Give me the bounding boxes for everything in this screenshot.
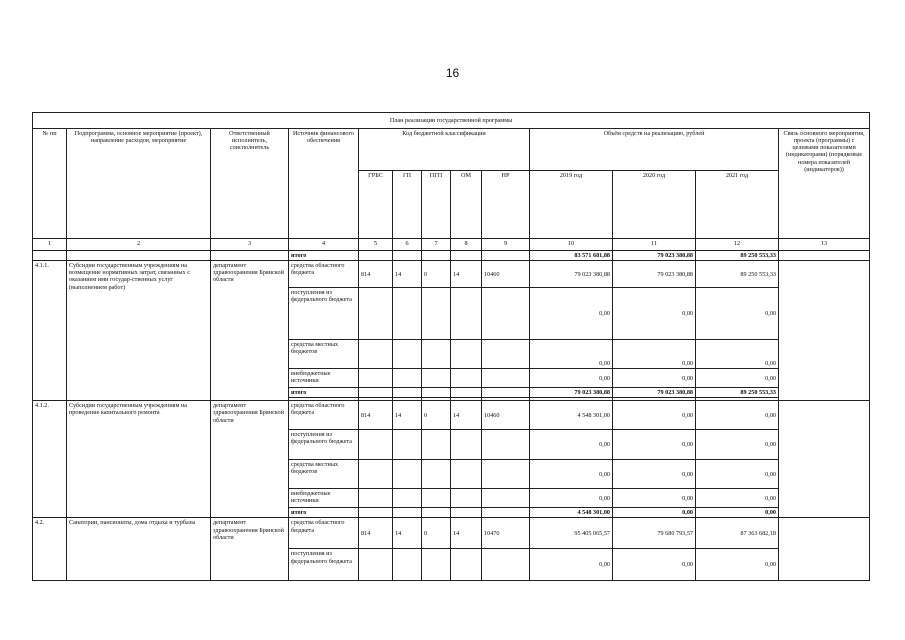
source-label: средства областного бюджета [289, 518, 359, 549]
code-pgp: 0 [422, 401, 451, 430]
col-number: 12 [696, 239, 779, 251]
amount-2019: 0,00 [530, 460, 613, 489]
table-title: План реализации государственной программы [33, 113, 870, 129]
code-nr: 10470 [482, 518, 530, 549]
row-name: Субсидии государственным учреждениям на возмещение нормативных затрат, связанных с оказанием ими государ-ственных услуг (выполнением работ) [67, 261, 211, 401]
code-om: 14 [451, 261, 482, 288]
code-gp: 14 [393, 518, 422, 549]
amount-2019: 0,00 [530, 340, 613, 369]
header-2021: 2021 год [696, 171, 779, 239]
amount-2020: 0,00 [613, 549, 696, 581]
amount-2019: 79 023 380,88 [530, 261, 613, 288]
amount-2021: 0,00 [696, 369, 779, 388]
table-row [33, 261, 870, 288]
header-om: ОМ [451, 171, 482, 239]
total-2020: 79 023 380,88 [613, 251, 696, 261]
amount-2020: 0,00 [613, 430, 696, 460]
indicator-link [779, 518, 870, 581]
amount-2020: 0,00 [613, 340, 696, 369]
plan-table [32, 112, 870, 581]
row-name: Санатории, пансионаты, дома отдыха и турбазы [67, 518, 211, 581]
header-funds: Объём средств на реализацию, рублей [530, 129, 779, 171]
header-nr: НР [482, 171, 530, 239]
amount-2019: 0,00 [530, 369, 613, 388]
col-number: 7 [422, 239, 451, 251]
table-row [33, 401, 870, 430]
total-2019: 79 023 380,88 [530, 388, 613, 398]
row-name: Субсидии государственным учреждениям на проведение капитального ремонта [67, 401, 211, 518]
page-number: 16 [445, 66, 460, 80]
source-label: средства местных бюджетов [289, 460, 359, 489]
header-executor: Ответственный исполнитель, соисполнитель [211, 129, 289, 239]
row-executor: департамент здравоохранения Брянской области [211, 261, 289, 401]
code-grbs: 814 [359, 518, 393, 549]
source-label: поступления из федерального бюджета [289, 549, 359, 581]
amount-2019: 0,00 [530, 489, 613, 508]
amount-2019: 95 405 065,57 [530, 518, 613, 549]
total-2021: 0,00 [696, 508, 779, 518]
col-number: 4 [289, 239, 359, 251]
col-number: 13 [779, 239, 870, 251]
total-2019: 4 548 301,00 [530, 508, 613, 518]
header-link: Связь основного мероприятия, проекта (программы) с целевыми показателями (индикаторами) (порядковые номера показателей (индикаторов)) [779, 129, 870, 239]
total-2020: 0,00 [613, 508, 696, 518]
source-label: средства областного бюджета [289, 261, 359, 288]
row-executor: департамент здравоохранения Брянской области [211, 518, 289, 581]
code-nr: 10460 [482, 401, 530, 430]
code-pgp: 0 [422, 261, 451, 288]
header-program: Подпрограмма, основное мероприятие (проект), направление расходов, мероприятие [67, 129, 211, 239]
amount-2020: 0,00 [613, 489, 696, 508]
amount-2020: 0,00 [613, 460, 696, 489]
amount-2021: 0,00 [696, 460, 779, 489]
amount-2021: 0,00 [696, 401, 779, 430]
col-number: 11 [613, 239, 696, 251]
amount-2019: 0,00 [530, 288, 613, 340]
row-number: 4.1.2. [33, 401, 67, 518]
col-number: 3 [211, 239, 289, 251]
code-grbs: 814 [359, 261, 393, 288]
source-label: средства местных бюджетов [289, 340, 359, 369]
row-number: 4.1.1. [33, 261, 67, 401]
code-om: 14 [451, 401, 482, 430]
col-number: 9 [482, 239, 530, 251]
source-label: поступления из федерального бюджета [289, 288, 359, 340]
amount-2021: 0,00 [696, 288, 779, 340]
total-2020: 79 023 380,88 [613, 388, 696, 398]
col-number: 10 [530, 239, 613, 251]
col-number: 6 [393, 239, 422, 251]
header-grbs: ГРБС [359, 171, 393, 239]
col-number: 8 [451, 239, 482, 251]
row-executor: департамент здравоохранения Брянской области [211, 401, 289, 518]
code-nr: 10460 [482, 261, 530, 288]
header-pgp: ПГП [422, 171, 451, 239]
row-number: 4.2. [33, 518, 67, 581]
indicator-link [779, 261, 870, 401]
code-gp: 14 [393, 261, 422, 288]
amount-2021: 0,00 [696, 549, 779, 581]
amount-2020: 79 680 793,57 [613, 518, 696, 549]
header-2019: 2019 год [530, 171, 613, 239]
total-2021: 89 250 553,33 [696, 388, 779, 398]
table-row [33, 518, 870, 549]
source-label: внебюджетные источники [289, 489, 359, 508]
code-gp: 14 [393, 401, 422, 430]
source-label: средства областного бюджета [289, 401, 359, 430]
code-grbs: 814 [359, 401, 393, 430]
amount-2020: 0,00 [613, 369, 696, 388]
amount-2021: 0,00 [696, 430, 779, 460]
total-2021: 89 250 553,33 [696, 251, 779, 261]
header-budget-code: Код бюджетной классификации [359, 129, 530, 171]
header-source: Источник финансового обеспечения [289, 129, 359, 239]
amount-2019: 0,00 [530, 549, 613, 581]
code-om: 14 [451, 518, 482, 549]
amount-2020: 0,00 [613, 401, 696, 430]
table-row [33, 251, 870, 261]
column-numbers-row [33, 239, 870, 251]
total-label: итого [289, 251, 359, 261]
source-label: поступления из федерального бюджета [289, 430, 359, 460]
amount-2020: 79 023 380,88 [613, 261, 696, 288]
code-pgp: 0 [422, 518, 451, 549]
amount-2021: 0,00 [696, 340, 779, 369]
total-2019: 83 571 681,88 [530, 251, 613, 261]
amount-2019: 4 548 301,00 [530, 401, 613, 430]
col-number: 5 [359, 239, 393, 251]
total-label: итого [289, 388, 359, 398]
header-gp: ГП [393, 171, 422, 239]
amount-2019: 0,00 [530, 430, 613, 460]
source-label: внебюджетные источники [289, 369, 359, 388]
indicator-link [779, 401, 870, 518]
col-number: 1 [33, 239, 67, 251]
col-number: 2 [67, 239, 211, 251]
amount-2021: 87 363 682,18 [696, 518, 779, 549]
header-2020: 2020 год [613, 171, 696, 239]
amount-2021: 89 250 553,33 [696, 261, 779, 288]
amount-2021: 0,00 [696, 489, 779, 508]
total-label: итого [289, 508, 359, 518]
amount-2020: 0,00 [613, 288, 696, 340]
header-num: № пп [33, 129, 67, 239]
